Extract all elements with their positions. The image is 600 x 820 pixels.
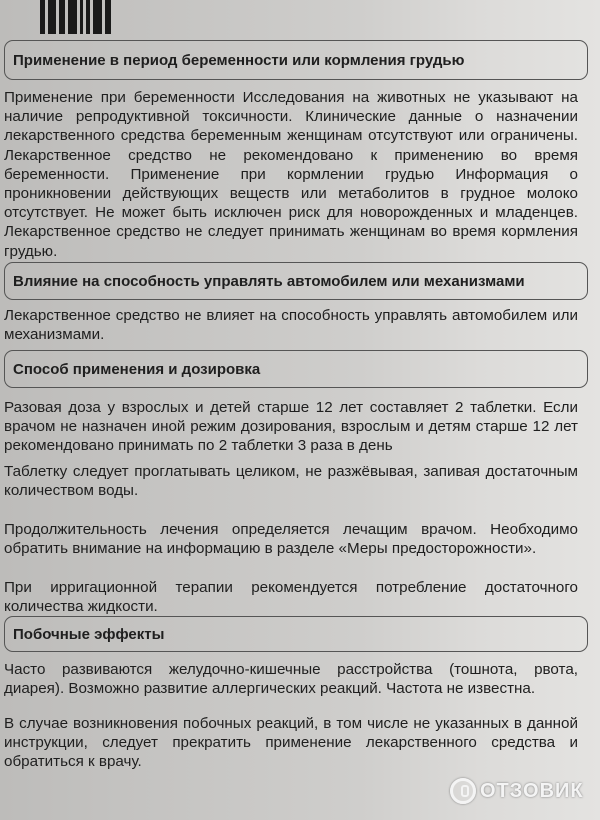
section-heading-pregnancy: Применение в период беременности или кормления грудью bbox=[4, 40, 588, 80]
paragraph-dosage-1: Разовая доза у взрослых и детей старше 12 лет составляет 2 таблетки. Если врачом не назначен иной режим дозирования, взрослым и детям старше 12 лет рекомендовано принимать по 2 таблетки 3 раза в день bbox=[4, 399, 578, 455]
paragraph-pregnancy: Применение при беременности Исследования на животных не указывают на наличие репродуктивной токсичности. Клинические данные о назначении лекарственного средства беременным женщинам отсутствуют или ограничены. Лекарственное средство не рекомендовано к применению во время беременности. Применение при кормлении грудью Информация о проникновении действующих веществ или метаболитов в грудное молоко отсутствует. Не может быть исключен риск для новорожденных и младенцев. Лекарственное средство не следует принимать женщинам во время кормления грудью. bbox=[4, 89, 578, 260]
barcode bbox=[40, 0, 111, 34]
section-heading-driving: Влияние на способность управлять автомобилем или механизмами bbox=[4, 262, 588, 300]
paragraph-side-effects-2: В случае возникновения побочных реакций, в том числе не указанных в данной инструкции, следует прекратить применение лекарственного средства и обратиться к врачу. bbox=[4, 715, 578, 771]
paragraph-driving: Лекарственное средство не влияет на способность управлять автомобилем или механизмами. bbox=[4, 307, 578, 344]
paragraph-dosage-3: Продолжительность лечения определяется лечащим врачом. Необходимо обратить внимание на информацию в разделе «Меры предосторожности». bbox=[4, 521, 578, 558]
paragraph-side-effects-1: Часто развиваются желудочно-кишечные расстройства (тошнота, рвота, диарея). Возможно развитие аллергических реакций. Частота не известна. bbox=[4, 661, 578, 698]
power-icon bbox=[450, 778, 476, 804]
watermark-logo bbox=[450, 778, 584, 804]
section-heading-side-effects: Побочные эффекты bbox=[4, 616, 588, 652]
paragraph-dosage-2: Таблетку следует проглатывать целиком, не разжёвывая, запивая достаточным количеством воды. bbox=[4, 463, 578, 500]
paragraph-dosage-4: При ирригационной терапии рекомендуется потребление достаточного количества жидкости. bbox=[4, 579, 578, 616]
section-heading-dosage: Способ применения и дозировка bbox=[4, 350, 588, 388]
watermark-text: ОТЗОВИК bbox=[480, 779, 584, 802]
